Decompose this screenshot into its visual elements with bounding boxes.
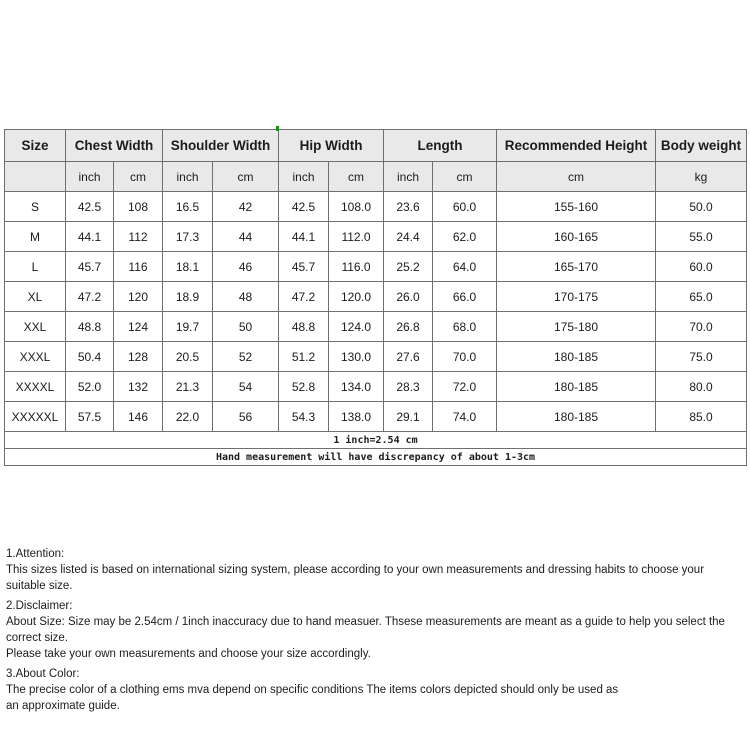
size-label-cell: XXXL [5, 342, 66, 372]
table-row [5, 312, 747, 342]
value-cell: 48.8 [66, 312, 114, 342]
value-cell: 128 [114, 342, 163, 372]
value-cell: 60.0 [433, 192, 497, 222]
value-cell: 80.0 [656, 372, 747, 402]
table-row [5, 282, 747, 312]
size-label-cell: S [5, 192, 66, 222]
size-label-cell: XXXXXL [5, 402, 66, 432]
color-title: 3.About Color: [6, 668, 80, 680]
table-row [5, 342, 747, 372]
value-cell: 44.1 [279, 222, 329, 252]
table-row [5, 252, 747, 282]
value-cell: 56 [213, 402, 279, 432]
value-cell: 124.0 [329, 312, 384, 342]
table-row [5, 192, 747, 222]
table-row [5, 402, 747, 432]
unit-header: cm [497, 162, 656, 192]
value-cell: 180-185 [497, 342, 656, 372]
unit-header: inch [384, 162, 433, 192]
header-unit-row [5, 162, 747, 192]
value-cell: 155-160 [497, 192, 656, 222]
value-cell: 16.5 [163, 192, 213, 222]
value-cell: 44.1 [66, 222, 114, 252]
size-label-cell: XXXXL [5, 372, 66, 402]
value-cell: 42.5 [66, 192, 114, 222]
value-cell: 26.8 [384, 312, 433, 342]
value-cell: 72.0 [433, 372, 497, 402]
size-label-cell: XL [5, 282, 66, 312]
value-cell: 70.0 [656, 312, 747, 342]
column-header: Length [384, 130, 497, 162]
value-cell: 54 [213, 372, 279, 402]
value-cell: 112.0 [329, 222, 384, 252]
value-cell: 132 [114, 372, 163, 402]
table-body [5, 192, 747, 466]
size-label-cell: M [5, 222, 66, 252]
value-cell: 18.1 [163, 252, 213, 282]
attention-body: This sizes listed is based on international sizing system, please according to your own measurements and dressing habits to choose your suitable size. [6, 564, 705, 592]
value-cell: 75.0 [656, 342, 747, 372]
value-cell: 55.0 [656, 222, 747, 252]
size-table [4, 129, 747, 466]
size-label-cell: XXL [5, 312, 66, 342]
value-cell: 29.1 [384, 402, 433, 432]
value-cell: 50 [213, 312, 279, 342]
attention-title: 1.Attention: [6, 548, 65, 560]
table-row [5, 372, 747, 402]
value-cell: 165-170 [497, 252, 656, 282]
value-cell: 51.2 [279, 342, 329, 372]
disclaimer-title: 2.Disclaimer: [6, 600, 73, 612]
value-cell: 50.0 [656, 192, 747, 222]
value-cell: 60.0 [656, 252, 747, 282]
value-cell: 108 [114, 192, 163, 222]
color-body-line1: The precise color of a clothing ems mva depend on specific conditions The items colors depicted should only be used as [6, 684, 619, 696]
value-cell: 27.6 [384, 342, 433, 372]
value-cell: 17.3 [163, 222, 213, 252]
value-cell: 44 [213, 222, 279, 252]
notes-section [6, 546, 746, 714]
value-cell: 19.7 [163, 312, 213, 342]
table-row [5, 222, 747, 252]
value-cell: 42 [213, 192, 279, 222]
value-cell: 52 [213, 342, 279, 372]
footnote-cell: Hand measurement will have discrepancy of about 1-3cm [5, 449, 747, 466]
value-cell: 28.3 [384, 372, 433, 402]
value-cell: 48.8 [279, 312, 329, 342]
size-label-cell: L [5, 252, 66, 282]
value-cell: 160-165 [497, 222, 656, 252]
value-cell: 42.5 [279, 192, 329, 222]
disclaimer-body-line2: Please take your own measurements and choose your size accordingly. [6, 648, 371, 660]
green-artifact-mark [276, 126, 279, 131]
value-cell: 22.0 [163, 402, 213, 432]
value-cell: 175-180 [497, 312, 656, 342]
column-header: Size [5, 130, 66, 162]
value-cell: 146 [114, 402, 163, 432]
value-cell: 180-185 [497, 402, 656, 432]
color-body-line2: an approximate guide. [6, 700, 120, 712]
unit-header: cm [114, 162, 163, 192]
value-cell: 18.9 [163, 282, 213, 312]
value-cell: 57.5 [66, 402, 114, 432]
column-header: Chest Width [66, 130, 163, 162]
value-cell: 65.0 [656, 282, 747, 312]
value-cell: 116 [114, 252, 163, 282]
unit-header: kg [656, 162, 747, 192]
value-cell: 70.0 [433, 342, 497, 372]
value-cell: 23.6 [384, 192, 433, 222]
value-cell: 120 [114, 282, 163, 312]
value-cell: 21.3 [163, 372, 213, 402]
value-cell: 170-175 [497, 282, 656, 312]
value-cell: 124 [114, 312, 163, 342]
unit-header: cm [213, 162, 279, 192]
value-cell: 48 [213, 282, 279, 312]
footnote-row [5, 449, 747, 466]
value-cell: 45.7 [66, 252, 114, 282]
footnote-row [5, 432, 747, 449]
column-header: Body weight [656, 130, 747, 162]
value-cell: 54.3 [279, 402, 329, 432]
value-cell: 46 [213, 252, 279, 282]
value-cell: 20.5 [163, 342, 213, 372]
value-cell: 120.0 [329, 282, 384, 312]
value-cell: 52.8 [279, 372, 329, 402]
unit-header: inch [66, 162, 114, 192]
column-header: Hip Width [279, 130, 384, 162]
unit-header: inch [279, 162, 329, 192]
unit-header: cm [329, 162, 384, 192]
value-cell: 66.0 [433, 282, 497, 312]
value-cell: 130.0 [329, 342, 384, 372]
value-cell: 64.0 [433, 252, 497, 282]
value-cell: 112 [114, 222, 163, 252]
value-cell: 116.0 [329, 252, 384, 282]
value-cell: 26.0 [384, 282, 433, 312]
value-cell: 134.0 [329, 372, 384, 402]
value-cell: 47.2 [279, 282, 329, 312]
value-cell: 45.7 [279, 252, 329, 282]
value-cell: 47.2 [66, 282, 114, 312]
column-header: Recommended Height [497, 130, 656, 162]
header-group-row [5, 130, 747, 162]
column-header: Shoulder Width [163, 130, 279, 162]
value-cell: 138.0 [329, 402, 384, 432]
value-cell: 74.0 [433, 402, 497, 432]
value-cell: 24.4 [384, 222, 433, 252]
value-cell: 68.0 [433, 312, 497, 342]
value-cell: 85.0 [656, 402, 747, 432]
unit-header-empty [5, 162, 66, 192]
table-header [5, 130, 747, 192]
value-cell: 62.0 [433, 222, 497, 252]
value-cell: 108.0 [329, 192, 384, 222]
value-cell: 180-185 [497, 372, 656, 402]
unit-header: inch [163, 162, 213, 192]
value-cell: 50.4 [66, 342, 114, 372]
value-cell: 25.2 [384, 252, 433, 282]
disclaimer-body-line1: About Size: Size may be 2.54cm / 1inch inaccuracy due to hand measuer. Thsese measurements are meant as a guide to help you select the correct size. [6, 616, 725, 644]
unit-header: cm [433, 162, 497, 192]
footnote-cell: 1 inch=2.54 cm [5, 432, 747, 449]
value-cell: 52.0 [66, 372, 114, 402]
